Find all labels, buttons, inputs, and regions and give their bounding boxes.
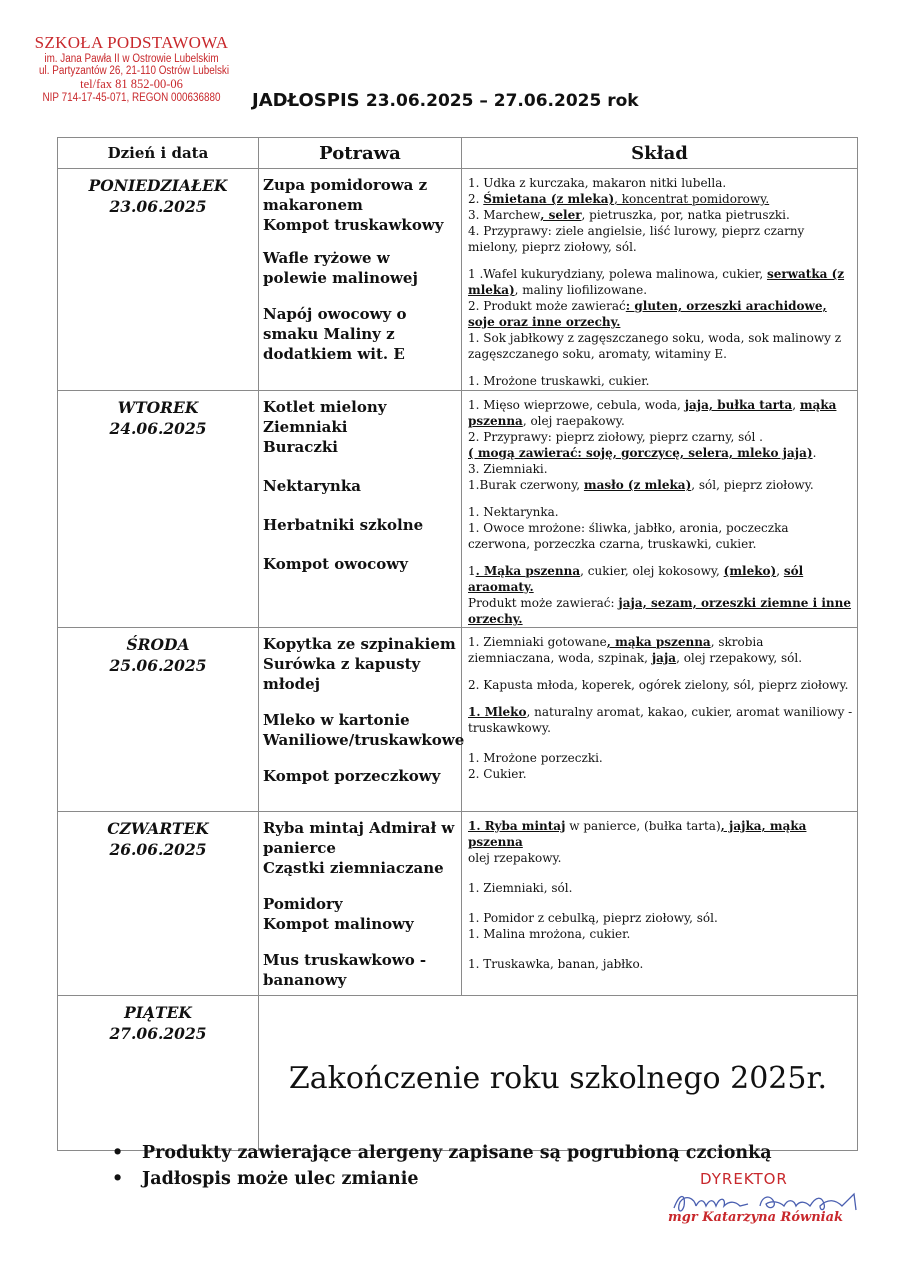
stamp-school-name: SZKOŁA PODSTAWOWA xyxy=(34,33,229,52)
ingredient-line: 1. Mrożone truskawki, cukier. xyxy=(468,374,650,388)
end-of-year-note: Zakończenie roku szkolnego 2025r. xyxy=(288,1060,828,1096)
ingredient-line: ( mogą zawierać: soję, gorczycę, selera, mleko jaja). xyxy=(468,446,817,460)
ingredient-line: 1. Pomidor z cebulką, pieprz ziołowy, sól. xyxy=(468,911,718,925)
ingredient-line: 1. Sok jabłkowy z zagęszczanego soku, woda, sok malinowy z zagęszczanego soku, aromaty, witaminy E. xyxy=(468,331,842,361)
allergen: , jajka, mąka pszenna xyxy=(468,819,807,849)
signature-name: mgr Katarzyna Równiak xyxy=(668,1210,844,1225)
dish-item: Surówka z kapusty młodej xyxy=(263,655,421,693)
day-date: 23.06.2025 xyxy=(109,197,207,216)
day-date: 25.06.2025 xyxy=(109,656,207,675)
dish-item: Buraczki xyxy=(263,438,338,456)
dish-item: Zupa pomidorowa z makaronem xyxy=(263,176,428,214)
dish-item: Kotlet mielony xyxy=(263,398,387,416)
ingredient-line: 2. Cukier. xyxy=(468,767,527,781)
dish-item: Cząstki ziemniaczane xyxy=(263,859,444,877)
dish-item: Kompot porzeczkowy xyxy=(263,767,441,785)
allergen: mąka pszenna xyxy=(468,398,837,428)
ingredient-line: 1. Mleko, naturalny aromat, kakao, cukier, aromat waniliowy -truskawkowy. xyxy=(468,705,853,735)
day-date: 27.06.2025 xyxy=(109,1024,207,1043)
ingredient-line: 2. Kapusta młoda, koperek, ogórek zielony, sól, pieprz ziołowy. xyxy=(468,678,849,692)
school-stamp xyxy=(24,33,239,104)
ingredient-line: 2. Śmietana (z mleka), koncentrat pomidorowy. xyxy=(468,192,770,206)
ingredient-line: 1. Truskawka, banan, jabłko. xyxy=(468,957,644,971)
ingredient-line: 4. Przyprawy: ziele angielsie, liść lurowy, pieprz czarny mielony, pieprz ziołowy, sól. xyxy=(468,224,805,254)
day-date: 24.06.2025 xyxy=(109,419,207,438)
ingredients-cell xyxy=(462,391,858,628)
day-cell xyxy=(58,391,259,628)
table-row-tuesday xyxy=(58,391,858,628)
allergen: masło (z mleka) xyxy=(583,478,692,492)
ingredient-line: 3. Marchew, seler, pietruszka, por, natka pietruszki. xyxy=(468,208,790,222)
table-row-monday xyxy=(58,169,858,391)
day-cell xyxy=(58,169,259,391)
allergen: : gluten, orzeszki arachidowe, soje oraz inne orzechy. xyxy=(468,299,827,329)
allergen: jaja, sezam, orzeszki ziemne i inne orzechy. xyxy=(468,596,851,626)
allergen: ( mogą zawierać: soję, gorczycę, selera, mleko jaja) xyxy=(468,446,813,460)
dish-item: Ziemniaki xyxy=(263,418,348,436)
day-name: PONIEDZIAŁEK xyxy=(88,176,228,195)
menu-table xyxy=(57,137,858,1151)
col-header-dish: Potrawa xyxy=(259,138,462,169)
stamp-patron: im. Jana Pawła II w Ostrowie Lubelskim xyxy=(44,53,219,65)
allergen: 1. Mleko xyxy=(468,705,527,719)
ingredient-line: 1 .Wafel kukurydziany, polewa malinowa, cukier, serwatka (z mleka), maliny liofilizowane. xyxy=(468,267,845,297)
col-header-day: Dzień i data xyxy=(58,138,259,169)
day-name: ŚRODA xyxy=(126,635,190,654)
footnotes xyxy=(112,1140,772,1192)
day-cell xyxy=(58,812,259,996)
signature-role: DYREKTOR xyxy=(700,1170,788,1188)
dish-cell xyxy=(259,812,462,996)
ingredient-line: 1. Ziemniaki, sól. xyxy=(468,881,573,895)
allergen: jaja xyxy=(651,651,677,665)
title-label: JADŁOSPIS xyxy=(252,90,360,111)
day-name: PIĄTEK xyxy=(124,1003,192,1022)
allergen: Śmietana (z mleka) xyxy=(483,192,615,206)
ingredients-cell xyxy=(462,812,858,996)
day-name: CZWARTEK xyxy=(107,819,209,838)
ingredient-line: Produkt może zawierać: jaja, sezam, orzeszki ziemne i inne orzechy. xyxy=(468,596,851,626)
table-row-thursday xyxy=(58,812,858,996)
ingredient-line: olej rzepakowy. xyxy=(468,851,562,865)
table-row-wednesday xyxy=(58,628,858,812)
dish-item: Napój owocowy o smaku Maliny z dodatkiem wit. E xyxy=(263,305,407,363)
footnote-changes: • Jadłospis może ulec zmianie xyxy=(112,1166,772,1192)
ingredient-line: 1. Nektarynka. xyxy=(468,505,559,519)
day-name: WTOREK xyxy=(117,398,199,417)
ingredient-line: 1.Burak czerwony, masło (z mleka), sól, pieprz ziołowy. xyxy=(468,478,814,492)
table-header-row xyxy=(58,138,858,169)
allergen: , mąka pszenna xyxy=(606,635,711,649)
allergen: (mleko) xyxy=(723,564,777,578)
ingredient-line: 1. Mięso wieprzowe, cebula, woda, jaja, bułka tarta, mąka pszenna, olej raepakowy. xyxy=(468,398,837,428)
dish-cell xyxy=(259,628,465,812)
ingredient-line: 1. Ryba mintaj w panierce, (bułka tarta), jajka, mąka pszenna xyxy=(468,819,807,849)
allergen: sól araomaty. xyxy=(468,564,804,594)
dish-item: Mus truskawkowo - bananowy xyxy=(263,951,427,989)
col-header-ingredients: Skład xyxy=(462,138,858,169)
dish-item: Ryba mintaj Admirał w panierce xyxy=(263,819,455,857)
dish-cell xyxy=(259,391,462,628)
table-row-friday xyxy=(58,996,858,1151)
stamp-nip-regon: NIP 714-17-45-071, REGON 000636880 xyxy=(42,92,221,104)
day-date: 26.06.2025 xyxy=(109,840,207,859)
ingredient-line: 1. Mrożone porzeczki. xyxy=(468,751,603,765)
ingredient-line: 1. Malina mrożona, cukier. xyxy=(468,927,631,941)
ingredient-line: 3. Ziemniaki. xyxy=(468,462,548,476)
dish-item: Kompot malinowy xyxy=(263,915,414,933)
allergen: serwatka (z mleka) xyxy=(468,267,845,297)
dish-item: Nektarynka xyxy=(263,477,361,495)
end-of-year-cell xyxy=(259,996,858,1151)
day-cell xyxy=(58,996,259,1151)
ingredient-line: 2. Produkt może zawierać: gluten, orzeszki arachidowe, soje oraz inne orzechy. xyxy=(468,299,827,329)
allergen: 1. Ryba mintaj xyxy=(468,819,566,833)
page-title xyxy=(252,90,639,111)
stamp-address: ul. Partyzantów 26, 21-110 Ostrów Lubelski xyxy=(39,65,230,77)
dish-item: Kompot truskawkowy xyxy=(263,216,444,234)
ingredient-line: 1. Owoce mrożone: śliwka, jabłko, aronia, poczeczka czerwona, porzeczka czarna, truskawki, cukier. xyxy=(468,521,789,551)
dish-item: Kopytka ze szpinakiem xyxy=(263,635,456,653)
ingredient-line: 2. Przyprawy: pieprz ziołowy, pieprz czarny, sól . xyxy=(468,430,763,444)
title-dates: 23.06.2025 – 27.06.2025 rok xyxy=(365,91,639,111)
day-cell xyxy=(58,628,259,812)
allergen: jaja, bułka tarta xyxy=(684,398,793,412)
allergen: . Mąka pszenna xyxy=(475,564,581,578)
ingredient-line: 1. Udka z kurczaka, makaron nitki lubella. xyxy=(468,176,727,190)
ingredient-line: 1. Mąka pszenna, cukier, olej kokosowy, (mleko), sól araomaty. xyxy=(468,564,804,594)
stamp-phone: tel/fax 81 852-00-06 xyxy=(80,77,183,91)
dish-item: Mleko w kartonie Waniliowe/truskawkowe xyxy=(263,711,465,749)
ingredients-cell xyxy=(462,169,858,391)
footnote-allergens: • Produkty zawierające alergeny zapisane są pogrubioną czcionką xyxy=(112,1140,772,1166)
ingredient-line: 1. Ziemniaki gotowane, mąka pszenna, skrobia ziemniaczana, woda, szpinak, jaja, olej rzepakowy, sól. xyxy=(468,635,803,665)
dish-item: Herbatniki szkolne xyxy=(263,516,424,534)
dish-item: Wafle ryżowe w polewie malinowej xyxy=(263,249,418,287)
allergen: , seler xyxy=(540,208,582,222)
ingredients-cell xyxy=(462,628,858,812)
dish-cell xyxy=(259,169,462,391)
dish-item: Pomidory xyxy=(263,895,343,913)
dish-item: Kompot owocowy xyxy=(263,555,408,573)
